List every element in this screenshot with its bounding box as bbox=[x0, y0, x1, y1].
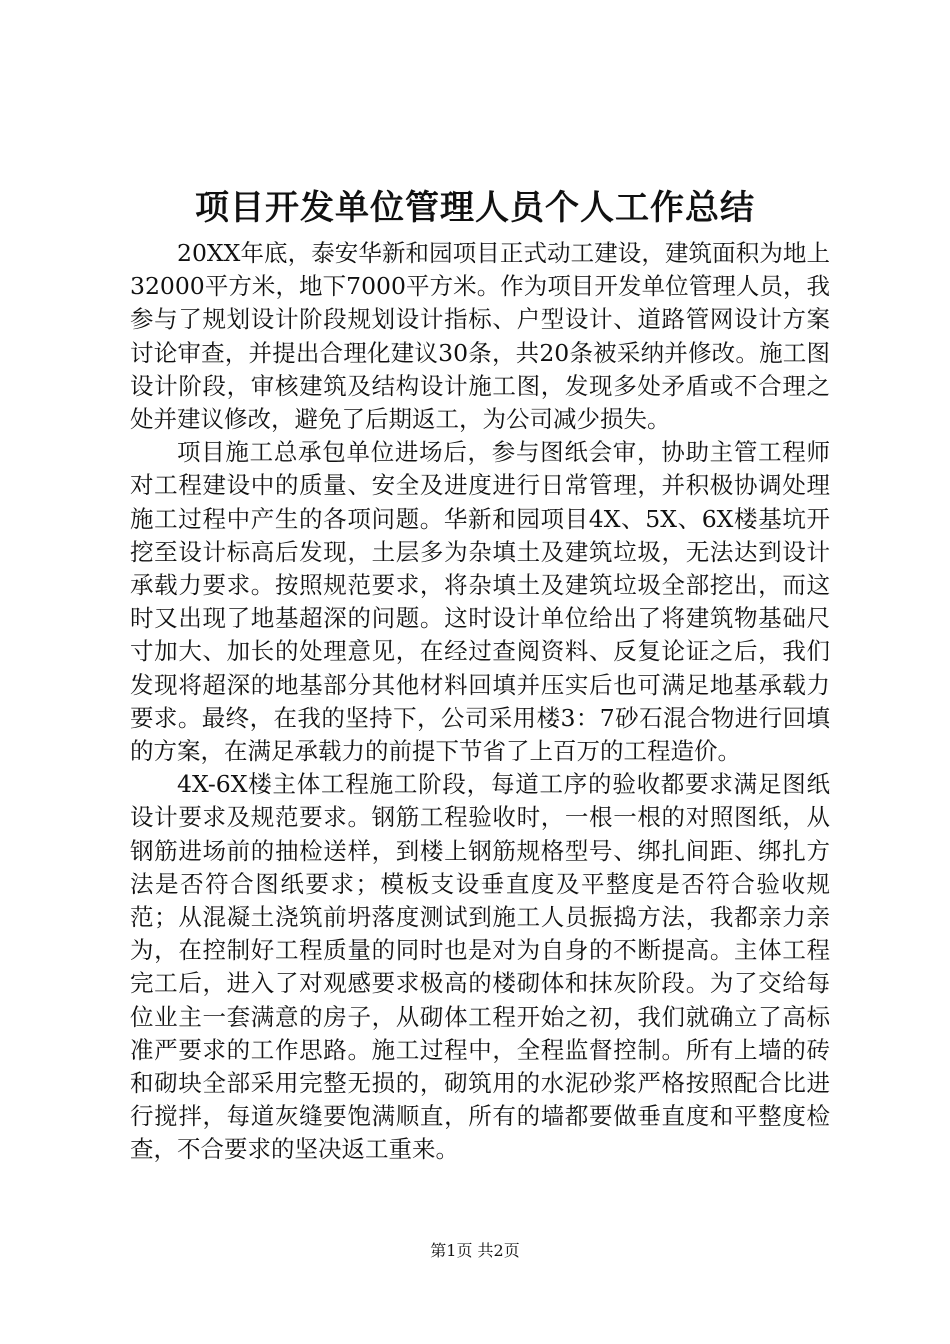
paragraph-1: 20XX年底，泰安华新和园项目正式动工建设，建筑面积为地上32000平方米，地下7000平方米。作为项目开发单位管理人员，我参与了规划设计阶段规划设计指标、户型设计、道路管网设计方案讨论审查，并提出合理化建议30条，共20条被采纳并修改。施工图设计阶段，审核建筑及结构设计施工图，发现多处矛盾或不合理之处并建议修改，避免了后期返工，为公司减少损失。 bbox=[130, 239, 830, 434]
page-number-footer: 第1页 共2页 bbox=[430, 1241, 520, 1260]
document-body bbox=[130, 237, 830, 1167]
paragraph-2: 项目施工总承包单位进场后，参与图纸会审，协助主管工程师对工程建设中的质量、安全及进度进行日常管理，并积极协调处理施工过程中产生的各项问题。华新和园项目4X、5X、6X楼基坑开挖至设计标高后发现，土层多为杂填土及建筑垃圾，无法达到设计承载力要求。按照规范要求，将杂填土及建筑垃圾全部挖出，而这时又出现了地基超深的问题。这时设计单位给出了将建筑物基础尺寸加大、加长的处理意见，在经过查阅资料、反复论证之后，我们发现将超深的地基部分其他材料回填并压实后也可满足地基承载力要求。最终，在我的坚持下，公司采用楼3：7砂石混合物进行回填的方案，在满足承载力的前提下节省了上百万的工程造价。 bbox=[130, 438, 830, 766]
document-title: 项目开发单位管理人员个人工作总结 bbox=[195, 188, 755, 228]
paragraph-3: 4X-6X楼主体工程施工阶段，每道工序的验收都要求满足图纸设计要求及规范要求。钢筋工程验收时，一根一根的对照图纸，从钢筋进场前的抽检送样，到楼上钢筋规格型号、绑扎间距、绑扎方法是否符合图纸要求；模板支设垂直度及平整度是否符合验收规范；从混凝土浇筑前坍落度测试到施工人员振捣方法，我都亲力亲为，在控制好工程质量的同时也是对为自身的不断提高。主体工程完工后，进入了对观感要求极高的楼砌体和抹灰阶段。为了交给每位业主一套满意的房子，从砌体工程开始之初，我们就确立了高标准严要求的工作思路。施工过程中，全程监督控制。所有上墙的砖和砌块全部采用完整无损的，砌筑用的水泥砂浆严格按照配合比进行搅拌，每道灰缝要饱满顺直，所有的墙都要做垂直度和平整度检查，不合要求的坚决返工重来。 bbox=[130, 770, 830, 1164]
